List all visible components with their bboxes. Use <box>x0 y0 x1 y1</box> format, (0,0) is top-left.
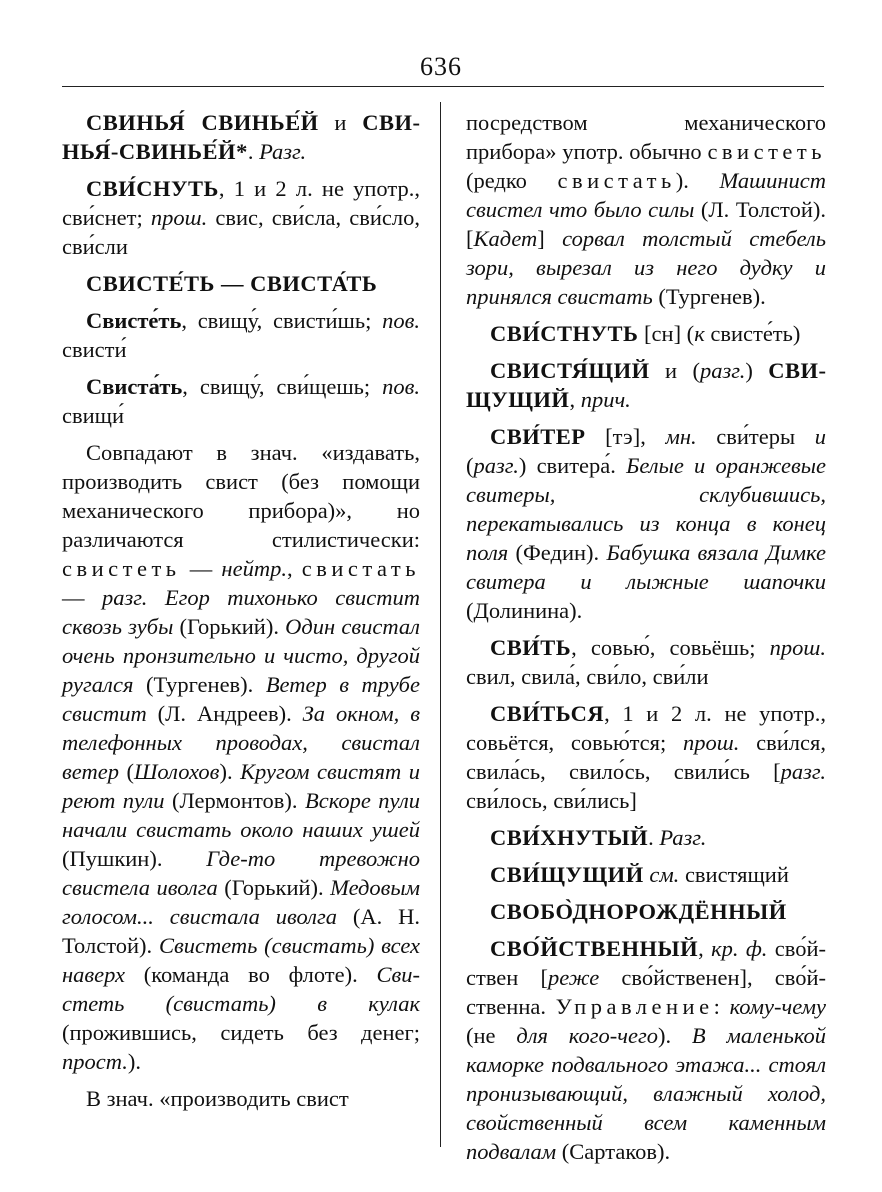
left-column <box>62 108 420 1121</box>
headword: СВИ́ТЬ <box>490 635 572 660</box>
entry-text: свил, свила́, сви́ло, сви́ли <box>466 664 709 689</box>
italic-text: разг. <box>101 585 148 610</box>
italic-text: Бабушка вязала Димке свитера и лыжные шапочки <box>466 540 826 594</box>
dictionary-entry <box>466 356 826 414</box>
italic-text: Медовым голосом... свистала иволга <box>62 875 421 929</box>
italic-text: Ветер в трубе свистит <box>62 672 420 726</box>
italic-text: Свистеть (свистать) всех наверх <box>62 933 420 987</box>
entry-text: , <box>569 387 581 412</box>
entry-text: : <box>713 994 730 1019</box>
headword: СВИ́СНУТЬ <box>86 176 219 201</box>
entry-text: (команда во флоте). <box>124 962 377 987</box>
italic-text: Разг. <box>259 139 307 164</box>
subentry-word: Свиста́ть <box>86 374 183 399</box>
entry-text: (Горький). <box>173 614 286 639</box>
entry-text: (Пушкин). <box>62 846 207 871</box>
entry-text: (Лермонтов). <box>164 788 305 813</box>
headword: СВО́ЙСТВЕННЫЙ <box>490 936 699 961</box>
italic-text: Где-то тревожно свистела иволга <box>62 846 420 900</box>
italic-text: Вскоре пули начали свистать около наших ушей <box>62 788 420 842</box>
entry-text: сви́теры <box>696 424 815 449</box>
italic-text: разг. <box>473 453 519 478</box>
entry-text: свистящий <box>679 862 789 887</box>
entry-text: (Л. Толстой). [ <box>466 197 826 251</box>
entry-text: , свищу́, свисти́шь; <box>181 308 383 333</box>
italic-text: мн. <box>665 424 697 449</box>
entry-text: (не <box>466 1023 517 1048</box>
italic-text: прош. <box>150 205 208 230</box>
entry-text: (редко <box>466 168 558 193</box>
entry-text: ). <box>657 1023 692 1048</box>
dictionary-entry <box>466 422 826 625</box>
spaced-word: свистать <box>557 168 676 193</box>
dictionary-entry <box>62 174 420 261</box>
entry-text: В знач. «производить свист <box>86 1086 349 1111</box>
entry-text: . <box>648 825 660 850</box>
dictionary-entry <box>466 934 826 1166</box>
entry-text: ). <box>675 168 720 193</box>
italic-text: пов. <box>382 308 420 333</box>
italic-text: и <box>814 424 826 449</box>
spaced-word: свистеть <box>707 139 826 164</box>
italic-text: к <box>694 321 705 346</box>
italic-text: Шолохов <box>133 759 220 784</box>
headword: СВИСТЕ́ТЬ — СВИСТА́ТЬ <box>86 271 378 296</box>
entry-text: ). <box>127 1049 142 1074</box>
entry-text: — <box>62 585 102 610</box>
dictionary-entry <box>466 860 826 889</box>
entry-text: ] <box>537 226 563 251</box>
entry-text: (Тургенев). <box>133 672 266 697</box>
italic-text: Кадет <box>473 226 538 251</box>
entry-text: (Тургенев). <box>652 284 766 309</box>
headword: СВИ́СТНУТЬ <box>490 321 639 346</box>
italic-text: прич. <box>580 387 631 412</box>
right-column <box>466 108 826 1174</box>
headword: СВИНЬЯ́ СВИНЬЕ́Й <box>86 110 319 135</box>
dictionary-entry <box>466 897 826 926</box>
entry-text: , <box>286 556 302 581</box>
italic-text: Машинист свистел что было силы <box>466 168 827 222</box>
entry-text: свищи́ <box>62 403 125 428</box>
entry-text: ) свитера́. <box>518 453 627 478</box>
entry-text: ) <box>745 358 769 383</box>
italic-text: Белые и оранжевые свитеры, склубившись, перекатывались из конца в конец поля <box>466 453 826 565</box>
headword: СВИ́ЩУЩИЙ <box>490 862 644 887</box>
entry-text: и <box>318 110 363 135</box>
entry-text: — <box>180 556 222 581</box>
entry-text: , совью́, совьёшь; <box>571 635 770 660</box>
italic-text: Егор тихонько свистит сквозь зубы <box>62 585 421 639</box>
dictionary-entry <box>62 108 420 166</box>
italic-text: разг. <box>780 759 826 784</box>
entry-text: Совпадают в знач. «издавать, производить свист (без помощи механического прибора)», но различаются стилистически: <box>62 440 420 552</box>
dictionary-entry <box>62 269 420 298</box>
entry-text: (Сартаков). <box>556 1139 671 1164</box>
entry-text: (прожившись, сидеть без денег; <box>62 1020 420 1045</box>
entry-text: [тэ], <box>585 424 666 449</box>
italic-text: Свистеть (свистать) в кулак <box>62 962 420 1016</box>
entry-text: посредством механического прибора» употр. обычно <box>466 110 826 164</box>
entry-text: , 1 и 2 л. не употр., сви́снет; <box>62 176 420 230</box>
italic-text: прош. <box>683 730 740 755</box>
italic-text: Один свистал очень пронзительно и чисто, другой ругался <box>62 614 420 697</box>
italic-text: разг. <box>699 358 746 383</box>
italic-text: За окном, в телефонных проводах, свистал ветер <box>62 701 420 784</box>
italic-text: В маленькой каморке подвального этажа... стоял пронизывающий, влажный холод, свойственный всем каменным подвалам <box>466 1023 827 1164</box>
italic-text: см. <box>649 862 680 887</box>
entry-text: свис, сви́сла, сви́сло, сви́сли <box>62 205 421 259</box>
entry-text: сви́лся, свила́сь, свило́сь, свили́сь [ <box>466 730 826 784</box>
italic-text: кому-чему <box>729 994 826 1019</box>
headword: СВИЩУЩИЙ <box>466 358 826 412</box>
italic-text: Разг. <box>659 825 707 850</box>
italic-text: нейтр. <box>221 556 287 581</box>
entry-text: (Федин). <box>508 540 607 565</box>
italic-text: Кругом свистят и реют пули <box>62 759 421 813</box>
entry-text: , свищу́, сви́щешь; <box>182 374 383 399</box>
column-divider <box>440 102 441 1147</box>
dictionary-entry <box>466 633 826 691</box>
dictionary-entry <box>466 699 826 815</box>
spaced-word: свистеть <box>62 556 181 581</box>
dictionary-entry <box>466 108 826 311</box>
entry-text: ). <box>219 759 241 784</box>
headword: СВОБО̀ДНОРОЖДЁННЫЙ <box>490 899 787 924</box>
entry-text: (Долинина). <box>466 598 583 623</box>
spaced-word: свистать <box>301 556 421 581</box>
entry-text: , <box>698 936 712 961</box>
dictionary-entry <box>62 1084 420 1113</box>
headword: СВИСТЯ́ЩИЙ <box>490 358 650 383</box>
entry-text: и ( <box>649 358 700 383</box>
entry-text: (Горький). <box>217 875 331 900</box>
headword: СВИНЬЯ́-СВИНЬЕ́Й* <box>62 110 421 164</box>
italic-text: реже <box>547 965 600 990</box>
entry-text: (А. Н. Толстой). <box>62 904 420 958</box>
spaced-word: Управление <box>555 994 714 1019</box>
italic-text: сорвал толстый стебель зори, вырезал из него дудку и принялся свистать <box>466 226 826 309</box>
italic-text: для кого-чего <box>516 1023 658 1048</box>
dictionary-entry <box>466 823 826 852</box>
page-number: 636 <box>420 52 462 81</box>
dictionary-entry <box>62 438 420 1076</box>
entry-text <box>147 585 164 610</box>
dictionary-entry <box>62 306 420 364</box>
dictionary-entry <box>62 372 420 430</box>
entry-text: сво́йственен], сво́йственна. <box>466 965 826 1019</box>
entry-text: свисте́ть) <box>704 321 801 346</box>
headword: СВИ́ХНУТЫЙ <box>490 825 649 850</box>
italic-text: пов. <box>382 374 420 399</box>
entry-text: свисти́ <box>62 337 127 362</box>
headword: СВИ́ТЕР <box>490 424 586 449</box>
entry-text: ( <box>466 453 474 478</box>
entry-text: сво́йствен [ <box>466 936 826 990</box>
entry-text: . <box>247 139 260 164</box>
italic-text: прост. <box>62 1049 128 1074</box>
italic-text: кр. ф. <box>711 936 768 961</box>
dictionary-entry <box>466 319 826 348</box>
header-rule <box>62 86 824 87</box>
entry-text: , 1 и 2 л. не употр., совьётся, совью́тся; <box>466 701 826 755</box>
subentry-word: Свисте́ть <box>86 308 182 333</box>
italic-text: прош. <box>769 635 826 660</box>
entry-text: [сн] ( <box>638 321 695 346</box>
entry-text: ( <box>118 759 134 784</box>
entry-text: (Л. Андреев). <box>146 701 303 726</box>
entry-text: сви́лось, сви́лись] <box>466 788 637 813</box>
headword: СВИ́ТЬСЯ <box>490 701 605 726</box>
